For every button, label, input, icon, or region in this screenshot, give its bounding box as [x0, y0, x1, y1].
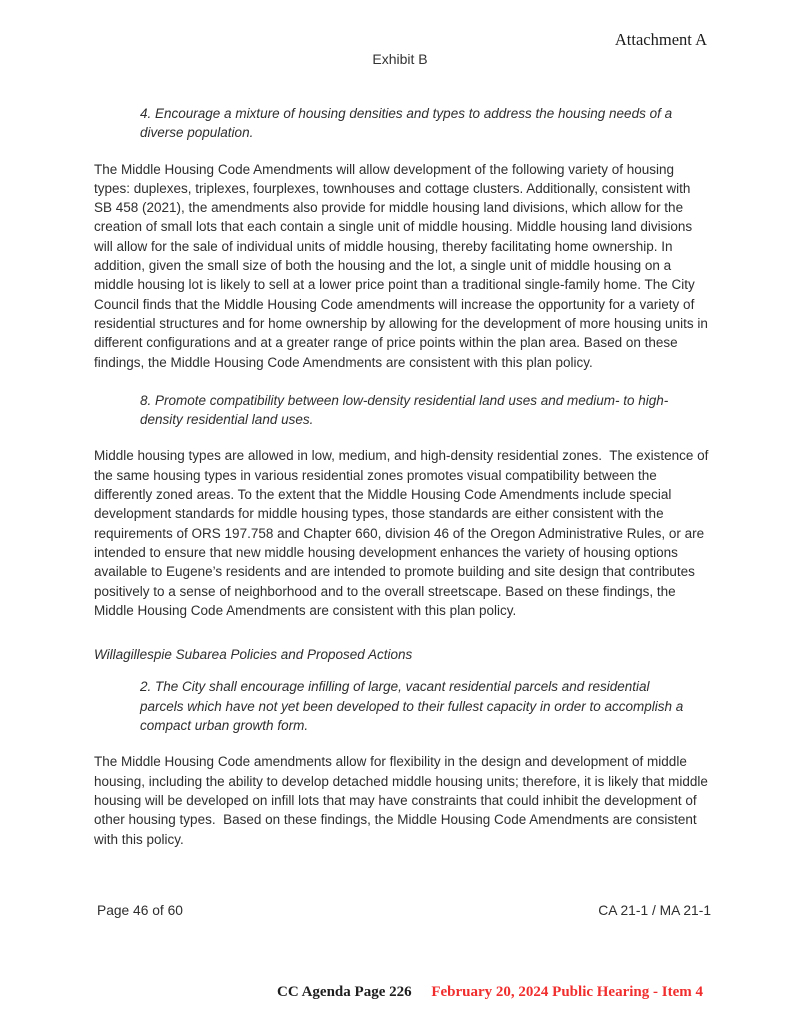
page-number: Page 46 of 60 — [97, 903, 183, 918]
agenda-footer — [0, 984, 703, 1001]
hearing-date-label: February 20, 2024 Public Hearing - Item 4 — [431, 984, 703, 1000]
body-paragraph-1: The Middle Housing Code Amendments will allow development of the following variety of housing types: duplexes, triplexes, fourplexes, townhouses and cottage clusters. Additionally, consistent with SB 458 (2021), the amendments also provide for middle housing land divisions, which allow for the creation of small lots that each contain a single unit of middle housing. Middle housing land divisions will allow for the sale of individual units of middle housing, thereby facilitating home ownership. In addition, given the small size of both the housing and the lot, a single unit of middle housing on a middle housing lot is likely to sell at a lower price point than a traditional single-family home. The City Council finds that the Middle Housing Code amendments will increase the opportunity for a variety of residential structures and for home ownership by allowing for the development of more housing units in different configurations and at a greater range of price points within the plan area. Based on these findings, the Middle Housing Code Amendments are consistent with this plan policy. — [94, 161, 712, 370]
policy-item-8: 8. Promote compatibility between low-density residential land uses and medium- to high-density residential land uses. — [140, 392, 669, 428]
exhibit-label: Exhibit B — [372, 51, 428, 67]
agenda-page-label: CC Agenda Page 226 — [277, 984, 412, 1000]
case-number: CA 21-1 / MA 21-1 — [598, 903, 711, 918]
subarea-heading: Willagillespie Subarea Policies and Proposed Actions — [94, 647, 413, 663]
policy-item-2: 2. The City shall encourage infilling of large, vacant residential parcels and residential parcels which have not yet been developed to their fullest capacity in order to accomplish a compact urban growth form. — [140, 679, 688, 734]
body-paragraph-2: Middle housing types are allowed in low, medium, and high-density residential zones. The existence of the same housing types in various residential zones promotes visual compatibility between the differently zoned areas. To the extent that the Middle Housing Code Amendments include special development standards for middle housing types, those standards are either consistent with the requirements of ORS 197.758 and Chapter 660, division 46 of the Oregon Administrative Rules, or are intended to ensure that new middle housing development enhances the variety of housing options available to Eugene’s residents and are intended to promote building and site design that contributes positively to a sense of neighborhood and to the overall streetscape. Based on these findings, the Middle Housing Code Amendments are consistent with this plan policy. — [94, 448, 713, 618]
policy-item-4: 4. Encourage a mixture of housing densities and types to address the housing needs of a diverse population. — [140, 106, 676, 141]
attachment-label: Attachment A — [614, 30, 707, 49]
document-footer — [97, 903, 711, 918]
body-paragraph-3: The Middle Housing Code amendments allow for flexibility in the design and development of middle housing, including the ability to develop detached middle housing units; therefore, it is likely that middle housing will be developed on infill lots that may have constraints that could inhibit the development of other housing types. Based on these findings, the Middle Housing Code Amendments are consistent with this policy. — [94, 754, 712, 847]
